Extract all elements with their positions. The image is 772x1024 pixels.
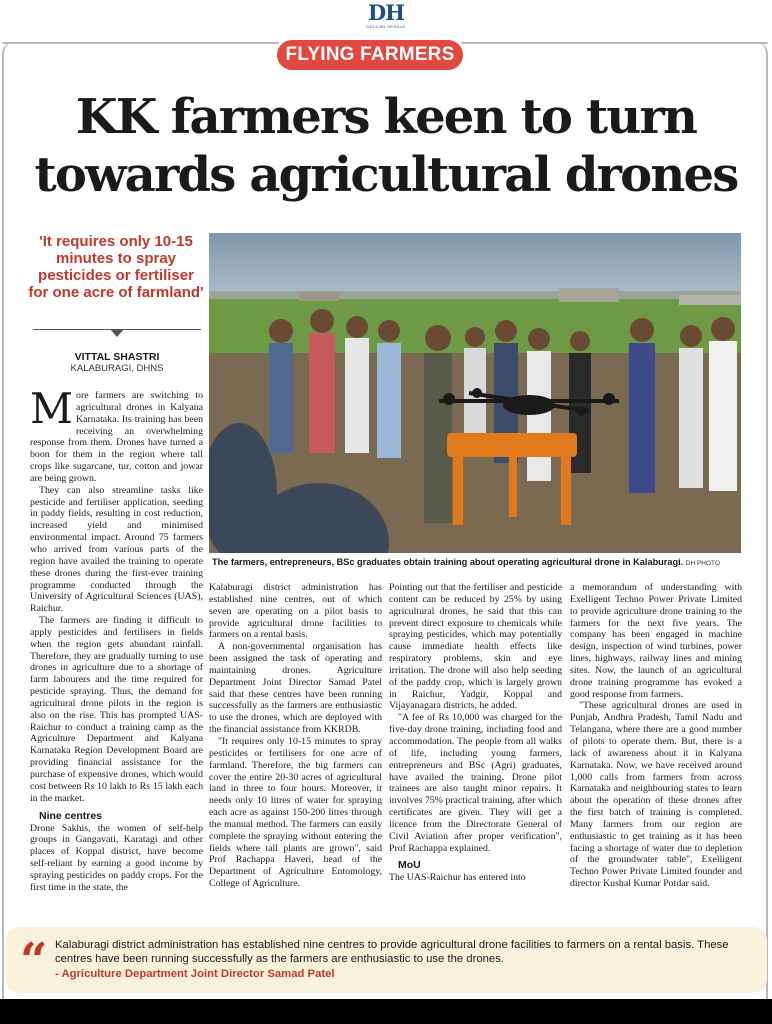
article-paragraph: a memorandum of understanding with Exelligent Techno Power Private Limited to provide agriculture drone training to the farmers for the next five years. The company has been engaged in machine design, inspection of wind turbines, power lines, highways, railway lines and mining sites. Now, the launch of an agricultural drone training programme has evoked a good response from farmers. bbox=[570, 582, 742, 700]
news-photo-illustration bbox=[209, 233, 741, 553]
byline-place: KALABURAGI, DHNS bbox=[70, 363, 164, 374]
headline: KK farmers keen to turn towards agricultural drones bbox=[34, 89, 738, 203]
pull-quote-arrow-icon bbox=[110, 329, 124, 337]
dh-logo-subtitle: DECCAN HERALD bbox=[366, 24, 406, 29]
article-paragraph: Kalaburagi district administration has established nine centres, out of which seven are operating on a pilot basis to provide agricultural drone facilities to farmers on a rental basis. bbox=[209, 582, 382, 641]
subhead-nine-centres: Nine centres bbox=[39, 809, 103, 822]
article-paragraph: "It requires only 10-15 minutes to spray pesticides or fertilisers for one acre of farmland. Therefore, the big farmers can cover the entire 20-30 acres of agricultural land in three to four hours. Moreover, it needs only 10 litres of water for spraying each acre as against 150-200 litres through the manual method. The farmers can easily complete the spraying without entering the fields where tall plants are grown", said Prof Rachappa Haveri, head of the Department of Agriculture Entomology, College of Agriculture. bbox=[209, 735, 382, 890]
article-paragraph: ore farmers are switching to agricultural drones in Kalyana Karnataka. Its training has been receiving an overwhelming response from them. Drones have turned a boon for them in the region where tall crops like sugarcane, tur, cotton and jowar are being grown. bbox=[30, 390, 203, 484]
bottom-quote-attribution: - Agriculture Department Joint Director Samad Patel bbox=[55, 968, 335, 980]
article-column-1 bbox=[30, 384, 203, 894]
article-paragraph: The UAS-Raichur has entered into bbox=[389, 872, 526, 884]
article-paragraph: Pointing out that the fertiliser and pesticide content can be reduced by 25% by using agricultural drones, he said that this can prevent direct exposure to chemicals while spraying pesticides, which may potentially cause immediate health effects like respiratory problems, skin and eye irritation. The drone will also help seeding of the paddy crop, which is largely grown in Raichur, Yadgir, Koppal and Vijayanagara districts, he added. bbox=[389, 582, 562, 712]
article-paragraph: A non-governmental organisation has been assigned the task of operating and maintaining drones. Agriculture Department Joint Director Samad Patel said that these centres have been running successfully as the farmers are enthusiastic to use the drones, which are deployed with the financial assistance from KKRDB. bbox=[209, 641, 382, 736]
article-paragraph: "A fee of Rs 10,000 was charged for the five-day drone training, including food and accommodation. The people from all walks of life, including young farmers, entrepreneurs and BSc (Agri) graduates, have availed the training. Drone pilot trainees are also taught minor repairs. It involves 75% practical training, after which certificates are given. They will get a licence from the Directorate General of Civil Aviation after proper verification", Prof Rachappa explained. bbox=[389, 712, 562, 854]
news-photo bbox=[209, 233, 741, 553]
article-paragraph: Drone Sakhis, the women of self-help groups in Gangavati, Karatagi and other places of Koppal district, have become self-reliant by earning a good income by spraying pesticides on paddy crops. For the first time in the state, the bbox=[30, 822, 203, 893]
bottom-band bbox=[0, 999, 772, 1024]
photo-caption-text: The farmers, entrepreneurs, BSc graduates obtain training about operating agricultural drone in Kalaburagi. bbox=[212, 557, 684, 567]
subhead-mou: MoU bbox=[398, 859, 421, 872]
article-column-4 bbox=[570, 582, 742, 890]
dh-logo: DH bbox=[367, 0, 405, 25]
drop-cap: M bbox=[30, 384, 74, 433]
quote-mark-icon: “ bbox=[20, 933, 48, 989]
article-column-3 bbox=[389, 582, 562, 884]
pull-quote: 'It requires only 10-15 minutes to spray pesticides or fertiliser for one acre of farmland' bbox=[28, 233, 204, 301]
bottom-quote-text: Kalaburagi district administration has established nine centres to provide agricultural drone facilities to farmers on a rental basis. These centres have been running successfully as the farmers are enthusiastic to use the drones. bbox=[55, 939, 729, 965]
byline-author: VITTAL SHASTRI bbox=[74, 351, 160, 363]
section-tag: FLYING FARMERS bbox=[277, 40, 463, 70]
photo-caption bbox=[212, 556, 742, 570]
article-paragraph: They can also streamline tasks like pesticide and fertiliser application, seeding in paddy fields, resulting in cost reduction, increased yield and minimised environmental impact. Around 75 farmers who arrived from various parts of the region have availed the training to operate these drones during the first-ever training programme conducted through the University of Agricultural Sciences (UAS), Raichur. bbox=[30, 484, 203, 615]
photo-credit: DH PHOTO bbox=[685, 560, 720, 567]
article-column-2 bbox=[209, 582, 382, 890]
byline bbox=[30, 351, 204, 375]
article-paragraph: "These agricultural drones are used in Punjab, Andhra Pradesh, Tamil Nadu and Telangana, where there are a good number of pilots to operate them. But, there is a lack of awareness about it in Kalyana Karnataka. Now, we have received around 1,000 calls from farmers from across Karnataka and neighbouring states to learn about the operation of these drones after the first batch of training is completed. Many farmers from our region are enthusiastic to get training as it has been facing a shortage of water due to depletion of the groundwater table", Exelligent Techno Power Private Limited founder and director Kushal Kumar Potdar said. bbox=[570, 700, 742, 890]
masthead bbox=[0, 2, 772, 29]
article-paragraph: The farmers are finding it difficult to apply pesticides and fertilisers in fields when the region gets abundant rainfall. Therefore, they are gradually turning to use drones in agriculture due to a shortage of farm labourers and the time required for pesticide spraying. Thus, the demand for agricultural drone pilots in the region is also on the rise. This has prompted UAS-Raichur to conduct a training camp as the Agriculture Department and Kalyana Karnataka Region Development Board are providing financial assistance for the purchase of expensive drones, which would cost between Rs 10 lakh to Rs 15 lakh each in the market. bbox=[30, 615, 203, 804]
